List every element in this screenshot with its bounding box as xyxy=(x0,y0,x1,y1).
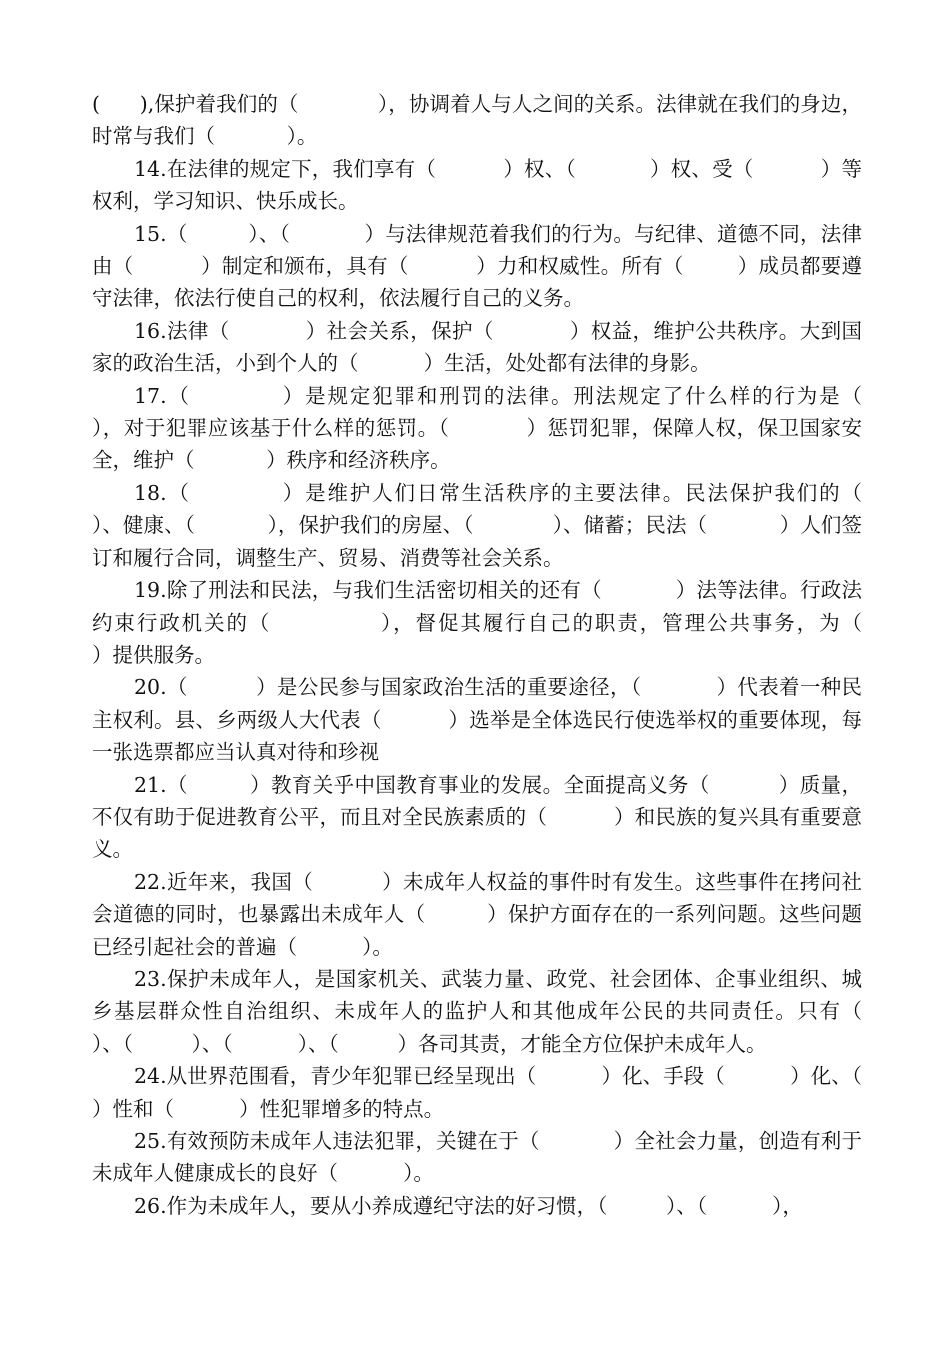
question-17: 17.（ ）是规定犯罪和刑罚的法律。刑法规定了什么样的行为是（ ），对于犯罪应该基于什么样的惩罚。（ ）惩罚犯罪，保障人权，保卫国家安全，维护（ ）秩序和经济秩序。 xyxy=(92,383,921,473)
question-16: 16.法律（ ）社会关系，保护（ ）权益，维护公共秩序。大到国家的政治生活，小到个人的（ ）生活，处处都有法律的身影。 xyxy=(92,318,862,376)
paragraph-continued: ( ),保护着我们的（ ），协调着人与人之间的关系。法律就在我们的身边，时常与我们（ ）。 xyxy=(92,92,862,149)
question-25: 25.有效预防未成年人违法犯罪，关键在于（ ）全社会力量，创造有利于未成年人健康成长的良好（ ）。 xyxy=(92,1129,862,1186)
question-23: 23.保护未成年人，是国家机关、武装力量、政党、社会团体、企事业组织、城乡基层群众性自治组织、未成年人的监护人和其他成年公民的共同责任。只有（ ）、（ ）、（ ）、（ ）各司其责，才能全方位保护未成年人。 xyxy=(92,966,921,1056)
question-18: 18.（ ）是维护人们日常生活秩序的主要法律。民法保护我们的（ ）、健康、（ ），保护我们的房屋、（ ）、储蓄；民法（ ）人们签订和履行合同，调整生产、贸易、消费等社会关系。 xyxy=(92,480,921,570)
question-15: 15.（ ）、（ ）与法律规范着我们的行为。与纪律、道德不同，法律由（ ）制定和颁布，具有（ ）力和权威性。所有（ ）成员都要遵守法律，依法行使自己的权利，依法履行自己的义务。 xyxy=(92,221,862,311)
question-24: 24.从世界范围看，青少年犯罪已经呈现出（ ）化、手段（ ）化、（ ）性和（ ）性犯罪增多的特点。 xyxy=(92,1064,928,1121)
question-21: 21.（ ）教育关乎中国教育事业的发展。全面提高义务（ ）质量，不仅有助于促进教育公平，而且对全民族素质的（ ）和民族的复兴具有重要意义。 xyxy=(92,772,862,862)
question-22: 22.近年来，我国（ ）未成年人权益的事件时有发生。这些事件在拷问社会道德的同时，也暴露出未成年人（ ）保护方面存在的一系列问题。这些问题已经引起社会的普遍（ ）。 xyxy=(92,869,862,959)
question-19: 19.除了刑法和民法，与我们生活密切相关的还有（ ）法等法律。行政法约束行政机关的（ ），督促其履行自己的职责，管理公共事务，为（ ）提供服务。 xyxy=(92,578,934,667)
question-14: 14.在法律的规定下，我们享有（ ）权、（ ）权、受（ ）等权利，学习知识、快乐成长。 xyxy=(92,156,862,214)
question-20: 20.（ ）是公民参与国家政治生活的重要途径，（ ）代表着一种民主权利。县、乡两级人大代表（ ）选举是全体选民行使选举权的重要体现，每一张选票都应当认真对待和珍视 xyxy=(92,675,862,765)
question-26: 26.作为未成年人，要从小养成遵纪守法的好习惯，（ ）、（ ）， xyxy=(134,1193,803,1218)
